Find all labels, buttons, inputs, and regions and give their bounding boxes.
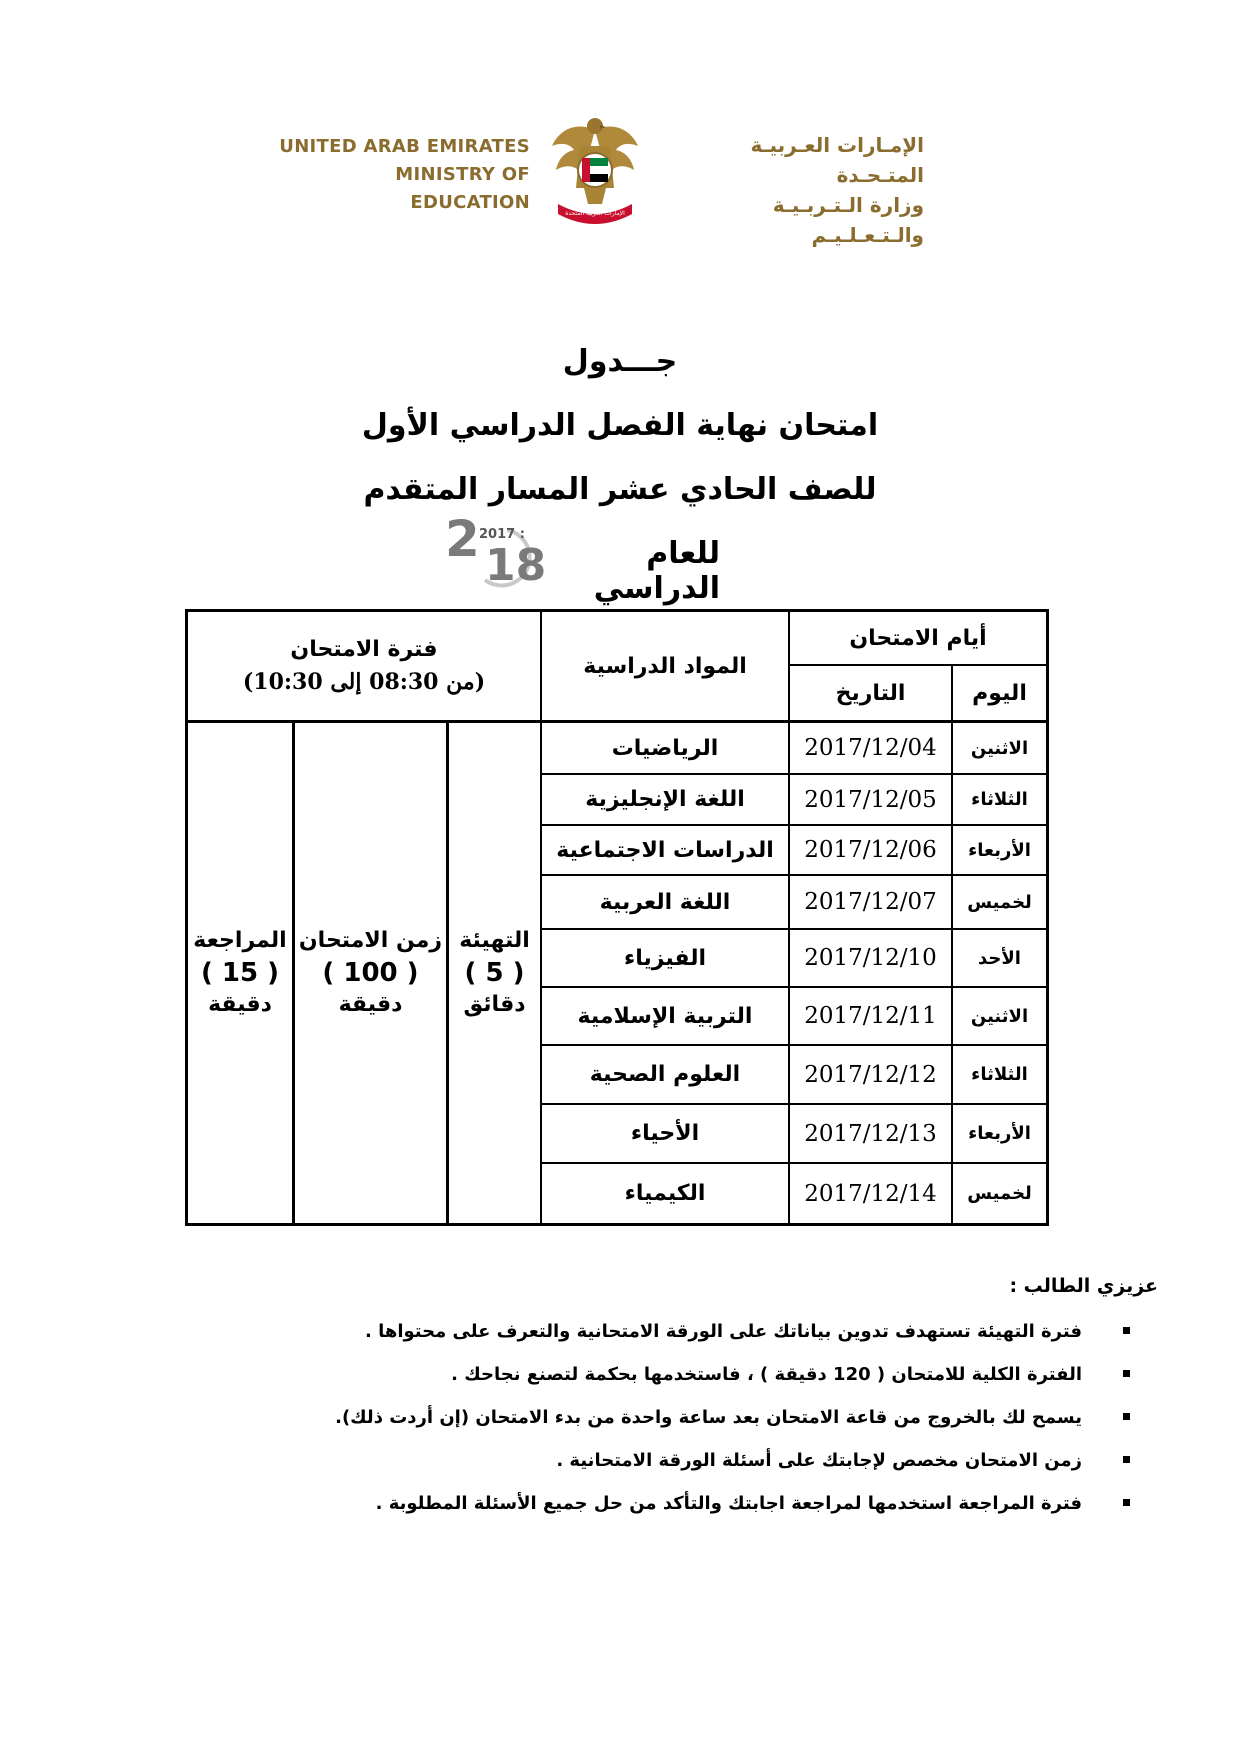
bullet-icon	[1123, 1327, 1130, 1334]
bullet-icon	[1123, 1456, 1130, 1463]
list-item	[300, 1396, 1130, 1439]
row-date: 2017/12/06	[804, 837, 937, 863]
header-exam-period-label: فترة الامتحان	[290, 637, 438, 662]
list-item	[300, 1439, 1130, 1482]
note-text: فترة المراجعة استخدمها لمراجعة اجابتك والتأكد من حل جميع الأسئلة المطلوبة .	[375, 1493, 1082, 1514]
row-date: 2017/12/10	[804, 945, 937, 971]
row-date: 2017/12/11	[804, 1003, 937, 1029]
list-item	[300, 1353, 1130, 1396]
header-ministry-en: MINISTRY OF EDUCATION	[395, 164, 530, 213]
row-day: الثلاثاء	[971, 789, 1028, 810]
year-small-2017: 2017 :	[479, 527, 525, 542]
list-item	[300, 1310, 1130, 1353]
row-day: الأربعاء	[968, 839, 1031, 861]
phase-review	[188, 723, 292, 1223]
row-day: الأربعاء	[968, 1123, 1031, 1144]
header-country-ar: الإمـارات العـربيـة المتـحـدة	[750, 133, 924, 187]
year-digit-18: 18	[485, 540, 547, 591]
row-subject: الفيزياء	[623, 945, 707, 971]
row-date: 2017/12/05	[804, 786, 937, 813]
row-day: لخميس	[967, 1183, 1032, 1204]
row-subject: الرياضيات	[611, 735, 719, 761]
phase-prep-label: التهيئة	[459, 928, 530, 953]
row-date: 2017/12/13	[804, 1120, 937, 1147]
row-subject: اللغة الإنجليزية	[585, 787, 745, 812]
notes-list	[300, 1310, 1130, 1525]
notes-title: عزيزي الطالب :	[1009, 1275, 1158, 1297]
emblem-banner-text: الإمارات العربية المتحدة	[565, 210, 625, 217]
exam-schedule-table	[185, 609, 1049, 1226]
note-text: فترة التهيئة تستهدف تدوين بياناتك على الورقة الامتحانية والتعرف على محتواها .	[364, 1321, 1082, 1342]
phase-review-value: ( 15 )	[200, 958, 280, 988]
list-item	[300, 1482, 1130, 1525]
header-country-en: UNITED ARAB EMIRATES	[279, 136, 530, 157]
phase-prep	[449, 723, 540, 1223]
doc-subtitle-exam: امتحان نهاية الفصل الدراسي الأول	[361, 408, 879, 443]
header-arabic	[662, 130, 924, 250]
row-subject: التربية الإسلامية	[577, 1003, 753, 1029]
header-exam-period	[188, 612, 540, 720]
row-day: لخميس	[967, 891, 1032, 913]
header-english	[270, 133, 530, 217]
row-subject: الدراسات الاجتماعية	[556, 837, 774, 863]
phase-prep-unit: دقائق	[463, 992, 526, 1017]
row-day: الأحد	[978, 947, 1021, 969]
header-exam-days: أيام الامتحان	[849, 625, 987, 651]
row-date: 2017/12/14	[804, 1180, 937, 1207]
phase-exam-unit: دقيقة	[338, 992, 403, 1017]
row-subject: اللغة العربية	[599, 889, 731, 915]
row-subject: الكيمياء	[624, 1181, 706, 1206]
phase-exam	[295, 723, 446, 1223]
year-logo	[445, 510, 547, 591]
phase-review-label: المراجعة	[193, 928, 287, 953]
row-day: الاثنين	[970, 737, 1029, 759]
row-subject: الأحياء	[630, 1121, 700, 1146]
header-subjects: المواد الدراسية	[583, 653, 747, 679]
header-day: اليوم	[972, 680, 1027, 706]
note-text: يسمح لك بالخروج من قاعة الامتحان بعد ساعة واحدة من بدء الامتحان (إن أردت ذلك).	[335, 1407, 1082, 1428]
note-text: الفترة الكلية للامتحان ( 120 دقيقة ) ، فاستخدمها بحكمة لتصنع نجاحك .	[451, 1364, 1082, 1385]
doc-subtitle-year: للعام الدراسي	[593, 536, 720, 606]
year-digit-2: 2	[445, 510, 480, 568]
header-ministry-ar: وزارة الـتـربـيـة والـتـعـلـيـم	[772, 193, 924, 247]
row-day: الاثنين	[970, 1005, 1029, 1027]
phase-prep-value: ( 5 )	[464, 958, 525, 988]
bullet-icon	[1123, 1370, 1130, 1377]
row-date: 2017/12/12	[804, 1061, 937, 1088]
row-subject: العلوم الصحية	[589, 1062, 741, 1087]
doc-title: جـــدول	[562, 344, 678, 379]
row-day: الثلاثاء	[971, 1064, 1028, 1085]
uae-emblem-icon	[548, 112, 642, 224]
note-text: زمن الامتحان مخصص لإجابتك على أسئلة الورقة الامتحانية .	[556, 1450, 1082, 1471]
phase-exam-value: ( 100 )	[322, 958, 419, 988]
doc-subtitle-grade: للصف الحادي عشر المسار المتقدم	[363, 472, 877, 507]
header-exam-time: (من 08:30 إلى 10:30)	[242, 669, 486, 695]
row-date: 2017/12/04	[804, 735, 937, 761]
row-date: 2017/12/07	[804, 889, 937, 915]
phase-exam-label: زمن الامتحان	[298, 928, 443, 953]
bullet-icon	[1123, 1499, 1130, 1506]
phase-review-unit: دقيقة	[208, 992, 272, 1017]
bullet-icon	[1123, 1413, 1130, 1420]
header-date: التاريخ	[835, 680, 906, 706]
